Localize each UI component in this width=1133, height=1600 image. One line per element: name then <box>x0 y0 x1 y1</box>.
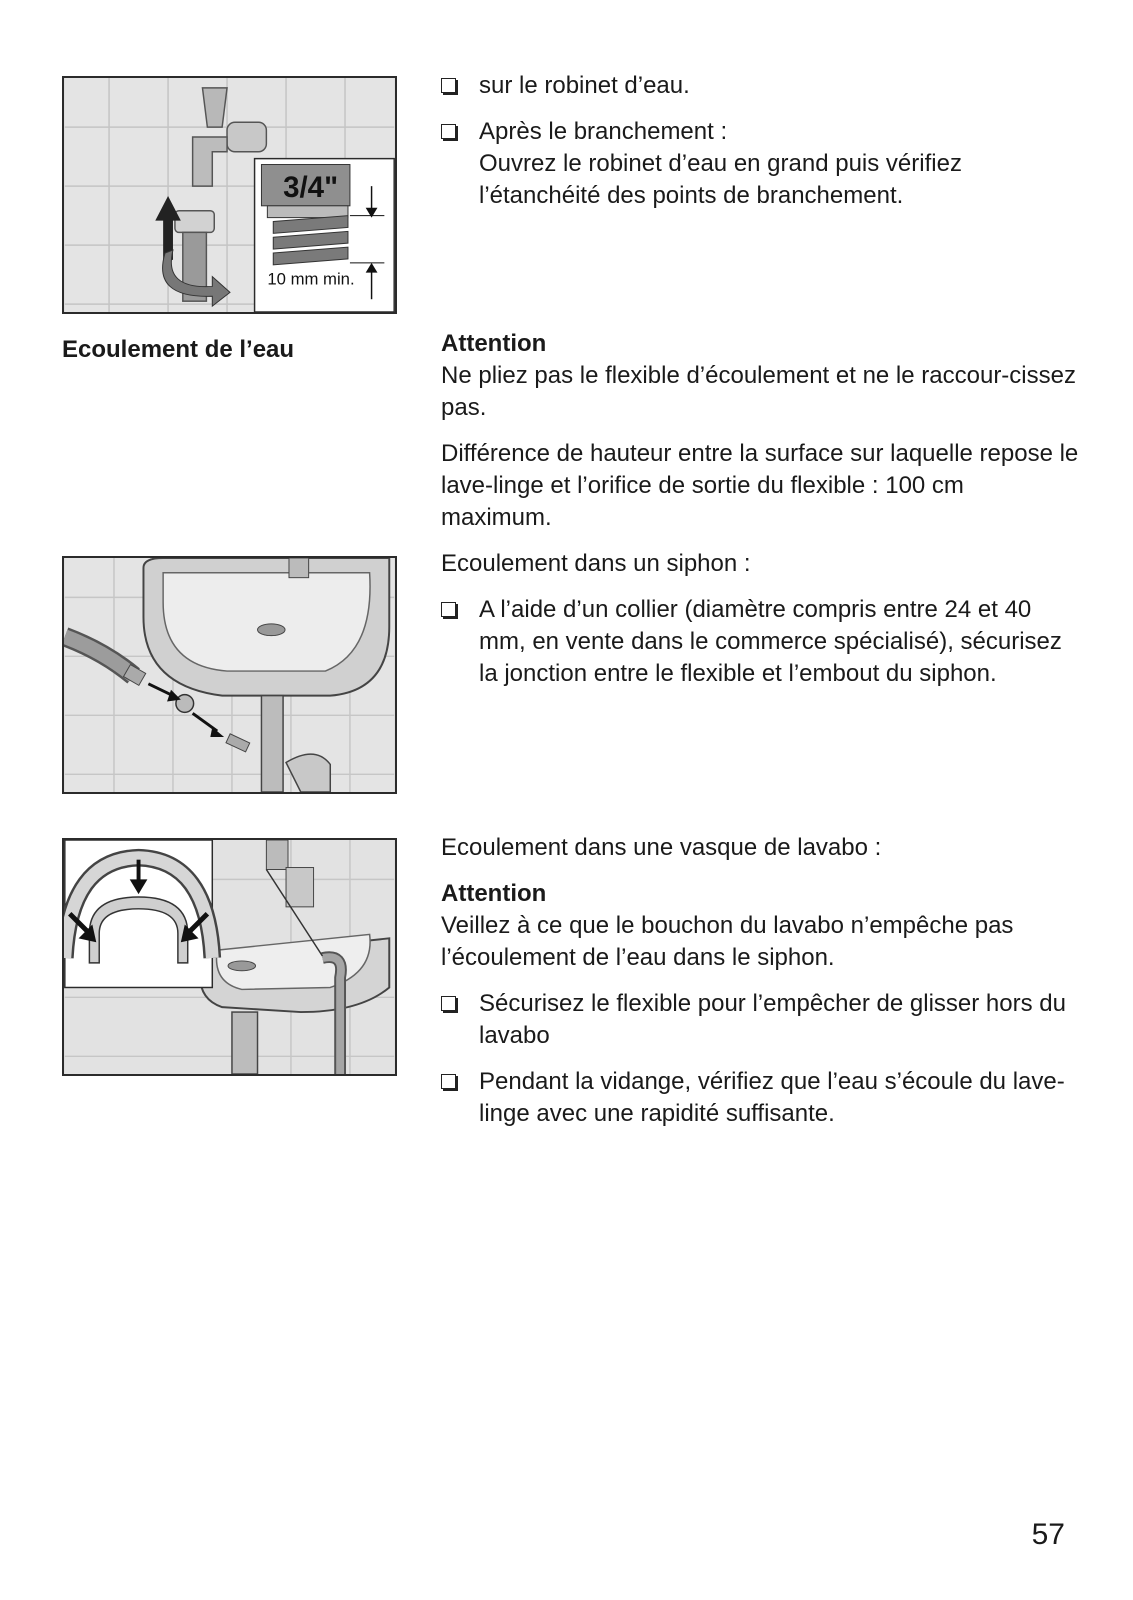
list-item-text: sur le robinet d’eau. <box>479 72 690 99</box>
tap-connection-illustration <box>62 76 397 314</box>
basin-instructions <box>441 832 1081 1130</box>
list-item-text: Sécurisez le flexible pour l’empêcher de glisser hors du lavabo <box>479 990 1066 1049</box>
attention-text: Ne pliez pas le flexible d’écoulement et ne le raccour-cissez pas. <box>441 362 1076 421</box>
siphon-heading: Ecoulement dans un siphon : <box>441 550 751 577</box>
attention-heading: Attention <box>441 880 547 907</box>
basin-heading: Ecoulement dans une vasque de lavabo : <box>441 834 882 861</box>
list-item-text: Ouvrez le robinet d’eau en grand puis vérifiez l’étanchéité des points de branchement. <box>479 150 962 209</box>
list-item <box>441 70 1081 102</box>
section-heading: Ecoulement de l’eau <box>62 336 295 363</box>
checkbox-icon <box>441 602 456 617</box>
page-number: 57 <box>1031 1518 1065 1551</box>
attention-text: Veillez à ce que le bouchon du lavabo n’empêche pas l’écoulement de l’eau dans le siphon. <box>441 912 1014 971</box>
fraction-label: 3/4" <box>283 170 339 204</box>
attention-heading: Attention <box>441 330 547 357</box>
list-item <box>441 594 1081 690</box>
list-item <box>441 116 1081 212</box>
checkbox-icon <box>441 124 456 139</box>
list-item-text: Pendant la vidange, vérifiez que l’eau s’écoule du lave-linge avec une rapidité suffisante. <box>479 1068 1065 1127</box>
list-item <box>441 1066 1081 1130</box>
height-text: Différence de hauteur entre la surface sur laquelle repose le lave-linge et l’orifice de sortie du flexible : 100 cm maximum. <box>441 440 1079 531</box>
checkbox-icon <box>441 996 456 1011</box>
checkbox-icon <box>441 78 456 93</box>
siphon-connection-illustration <box>62 556 397 794</box>
list-item-text: A l’aide d’un collier (diamètre compris entre 24 et 40 mm, en vente dans le commerce spécialisé), sécurisez la jonction entre le flexible et l’embout du siphon. <box>479 596 1062 687</box>
list-item <box>441 988 1081 1052</box>
dimension-label: 10 mm min. <box>267 269 355 289</box>
basin-drainage-illustration <box>62 838 397 1076</box>
list-item-text: Après le branchement : <box>479 118 728 145</box>
tap-instructions <box>441 70 1081 212</box>
checkbox-icon <box>441 1074 456 1089</box>
drain-instructions <box>441 328 1081 690</box>
